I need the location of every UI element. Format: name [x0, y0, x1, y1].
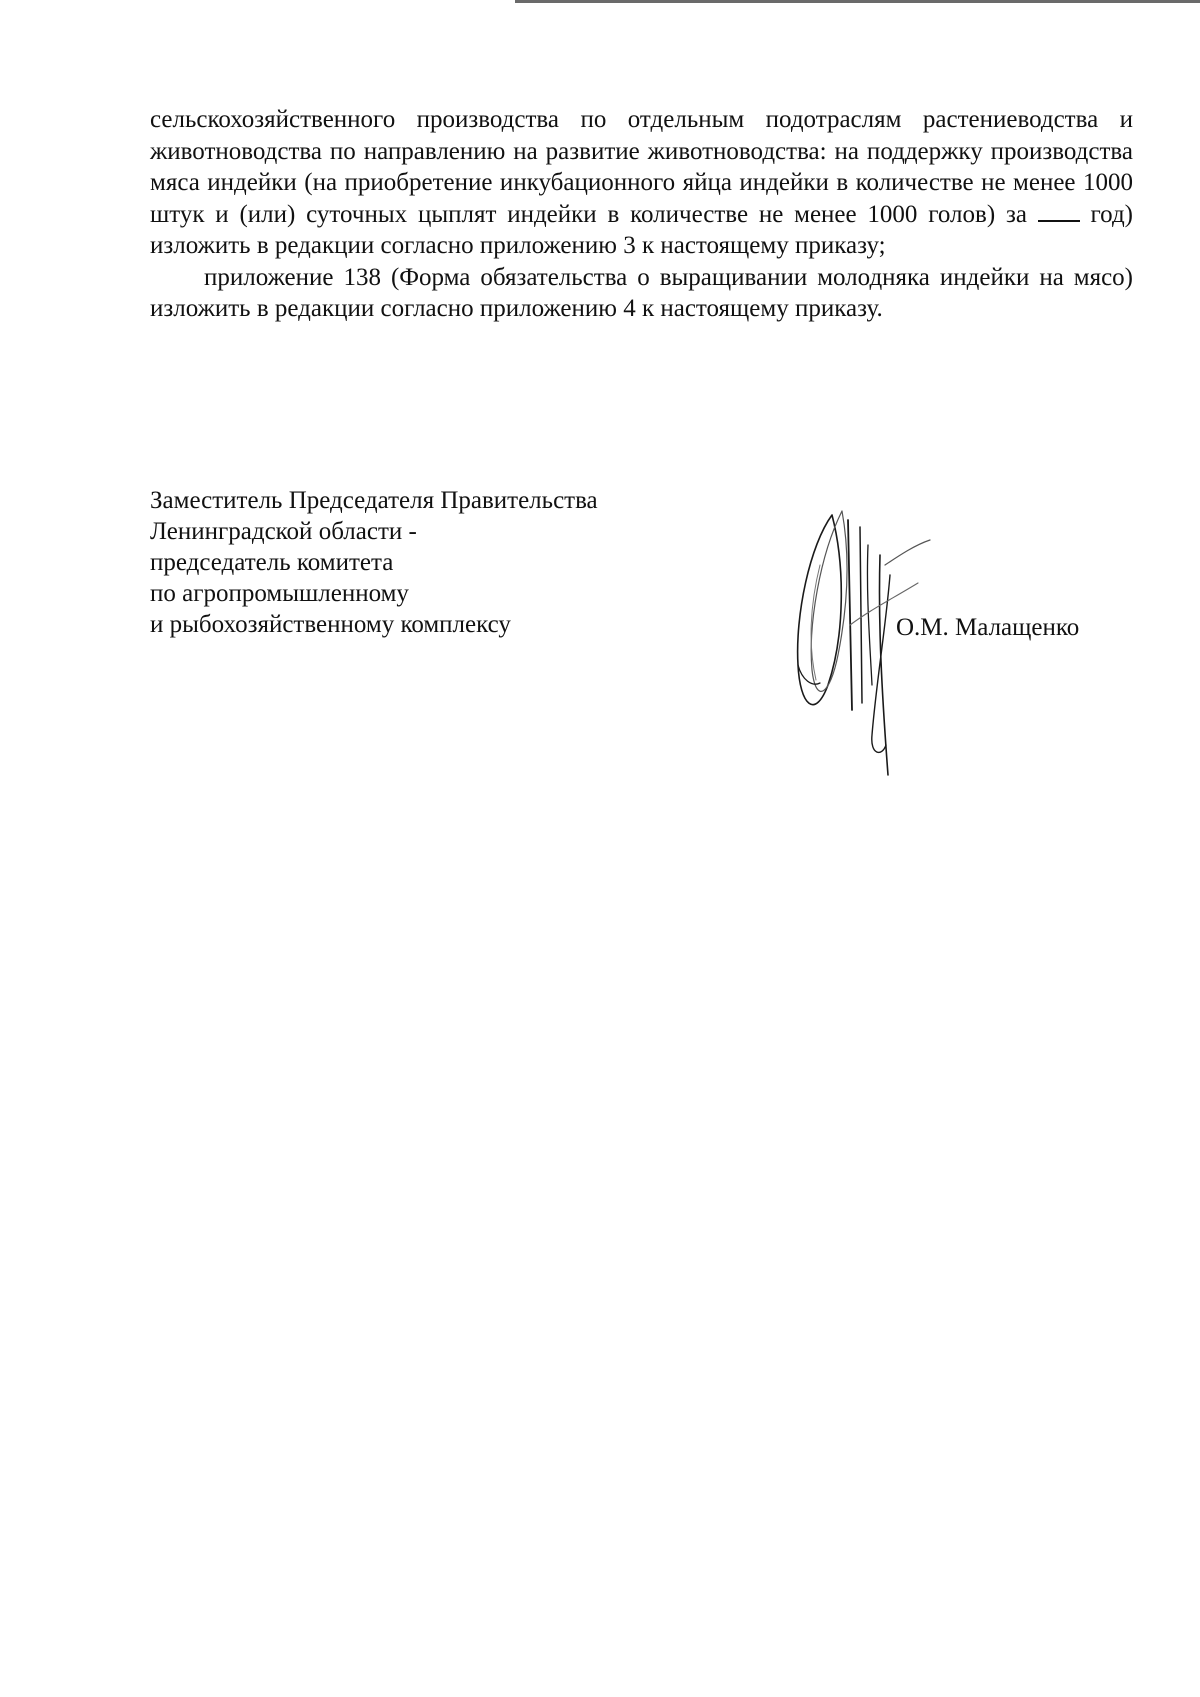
signer-position-line: по агропромышленному: [150, 580, 409, 607]
signer-position-line: и рыбохозяйственному комплексу: [150, 611, 511, 638]
signer-position-block: [150, 485, 598, 640]
paragraph-1: [150, 104, 1133, 262]
top-scan-rule: [515, 0, 1200, 3]
signer-position-line: председатель комитета: [150, 549, 394, 576]
handwritten-signature: [790, 505, 970, 780]
paragraph-1-text-start: сельскохозяйственного производства по отдельным подотраслям растениеводства и животноводства по направлению на развитие животноводства: на поддержку производства мяса индейки (на приобретение инкубационного яйца индейки в количестве не менее 1000 штук и (или) суточных цыплят индейки в количестве не менее 1000 голов) за: [150, 106, 1133, 228]
signer-position-line: Ленинградской области -: [150, 518, 417, 545]
paragraph-2: приложение 138 (Форма обязательства о выращивании молодняка индейки на мясо) изложить в редакции согласно приложению 4 к настоящему приказу.: [150, 263, 1133, 322]
document-body: [150, 104, 1133, 325]
signer-position-line: Заместитель Председателя Правительства: [150, 487, 598, 514]
signer-name: О.М. Малащенко: [896, 614, 1080, 641]
paragraph-1-text-end: год) изложить в редакции согласно приложению 3 к настоящему приказу;: [150, 200, 1134, 259]
year-blank-field: [1038, 204, 1080, 222]
